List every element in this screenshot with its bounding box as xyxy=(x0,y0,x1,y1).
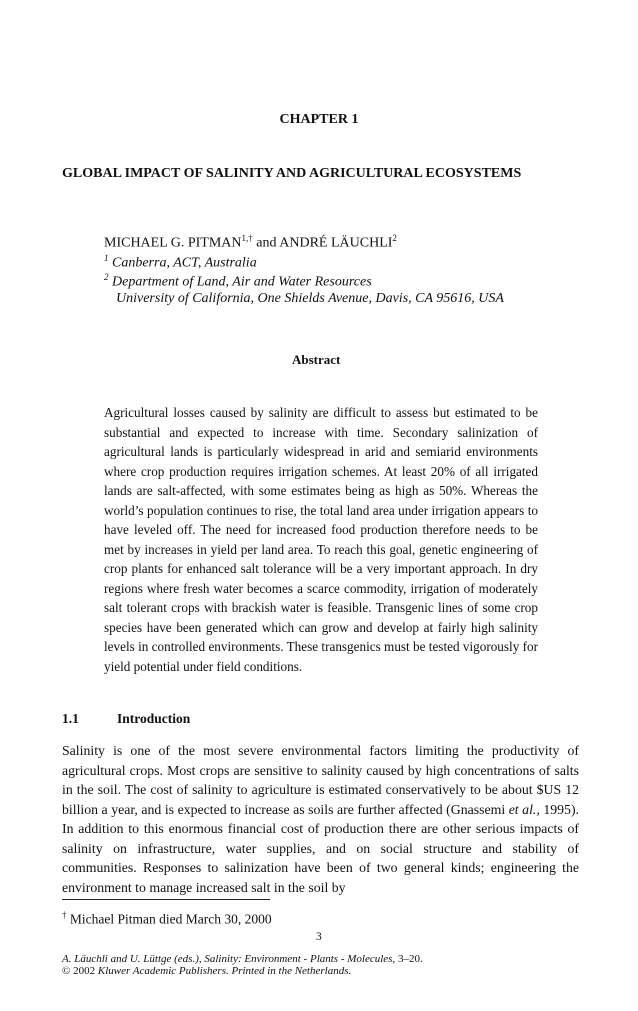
author-joiner: and xyxy=(252,235,280,251)
intro-paragraph xyxy=(62,741,579,897)
chapter-label: CHAPTER 1 xyxy=(279,112,359,127)
affiliation-mark: 2 xyxy=(104,272,109,282)
affiliation-2 xyxy=(104,272,372,291)
author-1: MICHAEL G. PITMAN xyxy=(104,235,242,251)
author-1-mark: 1,† xyxy=(241,233,253,243)
page-number: 3 xyxy=(316,931,322,943)
footnote-text: Michael Pitman died March 30, 2000 xyxy=(66,911,272,927)
citation-source: A. Läuchli and U. Lüttge (eds.), Salinity: Environment - Plants - Molecules xyxy=(62,953,393,965)
author-2: ANDRÉ LÄUCHLI xyxy=(279,235,393,251)
affiliation-mark: 1 xyxy=(104,253,109,263)
affiliation-3 xyxy=(116,291,504,307)
citation-pages: , 3–20. xyxy=(392,953,423,965)
section-title: Introduction xyxy=(117,711,191,726)
citation-copyright: © 2002 xyxy=(62,965,98,977)
author-line xyxy=(104,233,397,252)
abstract-heading: Abstract xyxy=(292,352,341,367)
affiliation-text: University of California, One Shields Avenue, Davis, CA 95616, USA xyxy=(116,291,504,306)
footnote-mark: † xyxy=(62,910,67,920)
footnote xyxy=(62,910,272,928)
affiliation-text: Canberra, ACT, Australia xyxy=(108,255,257,271)
intro-text-1: Salinity is one of the most severe environmental factors limiting the productivity of agricultural crops. Most crops are sensitive to salinity caused by high concentrations of salts in the soil. The cost of salinity to agriculture is estimated conservatively to be about $US 12 billion a year, and is expected to increase as soils are further affected (Gnassemi xyxy=(62,743,579,817)
citation xyxy=(62,953,423,977)
section-heading xyxy=(62,711,190,727)
citation-publisher: Kluwer Academic Publishers. Printed in the Netherlands. xyxy=(97,965,352,977)
section-number: 1.1 xyxy=(62,711,79,726)
affiliation-1 xyxy=(104,253,257,272)
citation-line-1 xyxy=(62,953,423,965)
abstract-body: Agricultural losses caused by salinity are difficult to assess but estimated to be substantial and expected to increase with time. Secondary salinization of agricultural lands is particularly widespread in arid and semiarid environments where crop production requires irrigation schemes. At least 20% of all irrigated lands are salt-affected, with some estimates being as high as 50%. Whereas the world’s population continues to rise, the total land area under irrigation appears to have leveled off. The need for increased food production therefore needs to be met by increases in yield per land area. To reach this goal, genetic engineering of crop plants for enhanced salt tolerance will be a very important approach. In dry regions where fresh water becomes a scarce commodity, irrigation of moderately salt tolerant crops with brackish water is feasible. Transgenic lines of some crop species have been generated which can grow and develop at fairly high salinity levels in controlled environments. These transgenics must be tested vigorously for yield potential under field conditions. xyxy=(104,405,538,674)
paper-title: GLOBAL IMPACT OF SALINITY AND AGRICULTURAL ECOSYSTEMS xyxy=(62,166,522,181)
author-2-mark: 2 xyxy=(392,233,397,243)
intro-text-2: 1995). In addition to this enormous financial cost of production there are other serious impacts of salinity on infrastructure, water supplies, and on social structure and stability of communities. Responses to salinization have been of two general kinds; engineering the environment to manage increased salt in the soil by xyxy=(62,801,579,895)
affiliation-text: Department of Land, Air and Water Resources xyxy=(108,274,372,290)
footnote-rule xyxy=(62,899,270,900)
citation-line-2 xyxy=(62,965,423,977)
intro-etal: et al., xyxy=(508,801,540,817)
